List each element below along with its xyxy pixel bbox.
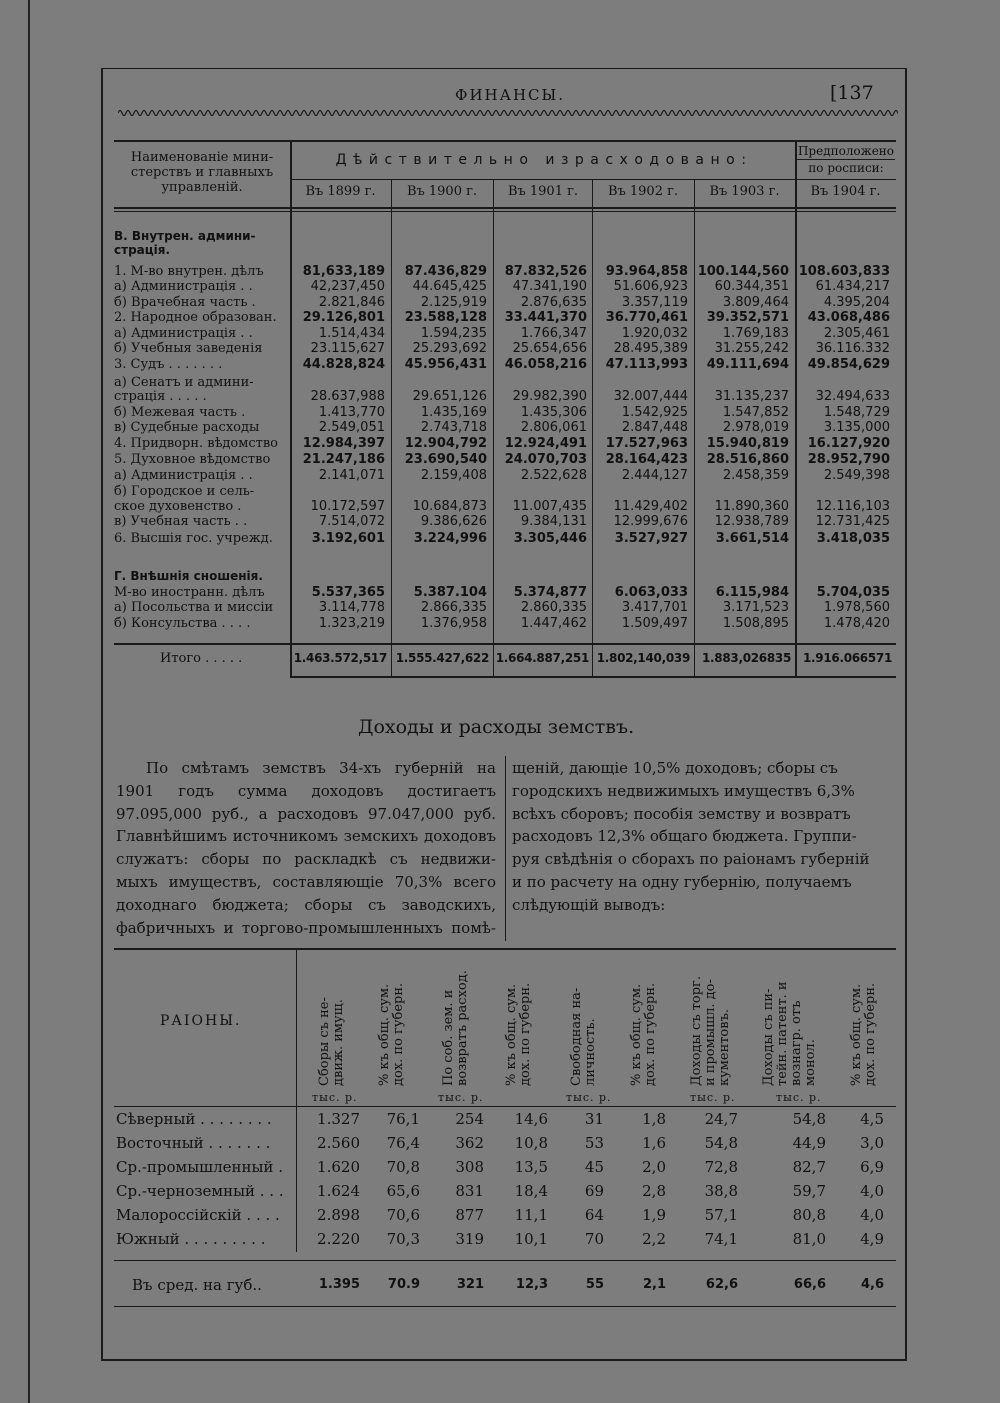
column-header-line: вознагр. отъ [789,1000,804,1086]
table-cell: 2.876,635 [520,295,587,310]
table-cell: 49.854,629 [807,357,890,372]
avg-cell: 1.395 [318,1277,360,1292]
table-cell: 25.654,656 [512,341,587,356]
table-cell: 7.514,072 [318,514,385,529]
table-cell: 2.898 [317,1206,360,1224]
table-cell: 24,7 [704,1110,738,1128]
table-cell: 2,0 [642,1158,666,1176]
table-cell: 2.305,461 [823,326,890,341]
table-cell: 87.832,526 [504,264,587,279]
column-header-line: % къ общ. сум. [849,983,864,1086]
table-cell: 2.743,718 [420,420,487,435]
row-label: страція. [114,243,171,257]
region-label: Ср.-промышленный . [116,1158,283,1176]
table-cell: 12.904,792 [404,436,487,451]
table-cell: 60.344,351 [714,279,789,294]
table-cell: 9.386,626 [420,514,487,529]
table-cell: 54,8 [704,1134,738,1152]
column-header-line: Доходы съ пи- [761,988,776,1086]
body-text-line: всѣхъ сборовъ; пособія земству и возвратъ [512,804,851,823]
table-cell: 87.436,829 [404,264,487,279]
table-cell: 1.547,852 [722,405,789,420]
table2-head-rule [114,1106,896,1107]
body-text-line: щеній, дающіе 10,5% доходовъ; сборы съ [512,759,838,777]
row-label: в) Учебная часть . . [114,514,248,529]
table-cell: 2,8 [642,1182,666,1200]
table-cell: 16.127,920 [807,436,890,451]
table-cell: 14,6 [514,1110,548,1128]
col-sep [391,179,392,678]
row-label: ское духовенство . [114,499,242,514]
table-cell: 1.435,169 [420,405,487,420]
total-cell: 1.802,140,039 [596,651,690,665]
table-cell: 2.847,448 [621,420,688,435]
column-header-line: % къ общ. сум. [504,983,519,1086]
table2-corner-label: РАІОНЫ. [160,1013,242,1029]
table-cell: 12.116,103 [815,499,890,514]
body-text-line: фабричныхъ и торгово-промышленныхъ помѣ- [116,918,496,937]
col-sep [592,179,593,678]
table-cell: 2.978,019 [722,420,789,435]
table-cell: 72,8 [704,1158,738,1176]
unit-label: тыс. р. [438,1091,484,1104]
table-cell: 39.352,571 [706,310,789,325]
table-cell: 4,9 [860,1230,884,1248]
table-cell: 33.441,370 [504,310,587,325]
table-cell: 28.516,860 [706,452,789,467]
table-cell: 254 [455,1110,484,1128]
table-cell: 12.924,491 [504,436,587,451]
table-cell: 6.063,033 [614,585,688,600]
table-cell: 2.522,628 [520,468,587,483]
column-header-line: кументовъ. [717,1009,732,1086]
table-cell: 64 [584,1206,604,1224]
avg-cell: 2,1 [642,1277,666,1292]
table-cell: 108.603,833 [798,264,890,279]
table-cell: 3.224,996 [413,531,487,546]
table-cell: 82,7 [792,1158,826,1176]
page-number: [137 [830,82,874,104]
row-label: б) Учебныя заведенія [114,341,263,356]
table-cell: 36.116.332 [815,341,890,356]
table-cell: 12.999,676 [613,514,688,529]
table-cell: 4,5 [860,1110,884,1128]
table-cell: 29.126,801 [302,310,385,325]
table-cell: 42,237,450 [310,279,385,294]
year-header: Въ 1899 г. [305,184,376,199]
row-label: в) Судебные расходы [114,420,260,435]
table-cell: 70,6 [386,1206,420,1224]
table-cell: 70,3 [386,1230,420,1248]
table-bottom-rule [292,676,896,678]
table2-bottom-rule [114,1306,896,1307]
table-cell: 3.135,000 [823,420,890,435]
row-label: М-во иностранн. дѣлъ [114,585,265,600]
column-header-line: Доходы съ торг. [689,975,704,1086]
column-header-line: дох. по губерн. [391,982,406,1086]
table-cell: 2.125,919 [420,295,487,310]
column-header [442,970,470,1086]
column-divider [505,756,506,941]
table-cell: 47.113,993 [605,357,688,372]
table-cell: 11.429,402 [613,499,688,514]
table-cell: 49.111,694 [706,357,789,372]
table-cell: 15.940,819 [706,436,789,451]
column-header-line: Сборы съ не- [317,997,332,1086]
table-cell: 3.527,927 [614,531,688,546]
table-cell: 2.549,398 [823,468,890,483]
table-cell: 13,5 [514,1158,548,1176]
table-cell: 11,1 [514,1206,548,1224]
row-label: 2. Народное образован. [114,310,277,325]
table-cell: 1.447,462 [520,616,587,631]
table-cell: 43.068,486 [807,310,890,325]
row-label: б) Городское и сель- [114,484,255,499]
avg-cell: 321 [456,1277,484,1292]
avg-row-label: Въ сред. на губ.. [132,1276,262,1294]
table-cell: 5.537,365 [311,585,385,600]
table-cell: 21.247,186 [302,452,385,467]
section-title: Доходы и расходы земствъ. [358,716,635,738]
table-year-rule [292,179,896,180]
column-header [690,976,732,1086]
unit-label: тыс. р. [690,1091,736,1104]
region-label: Сѣверный . . . . . . . . [116,1110,272,1128]
column-header-line: дох. по губерн. [643,982,658,1086]
table-cell: 9.384,131 [520,514,587,529]
table2-col-sep [296,948,297,1252]
table-cell: 2.821,846 [318,295,385,310]
table-cell: 65,6 [386,1182,420,1200]
row-label: а) Посольства и миссіи [114,600,274,615]
region-label: Восточный . . . . . . . [116,1134,271,1152]
table-cell: 18,4 [514,1182,548,1200]
body-text-line: По смѣтамъ земствъ 34-хъ губерній на [146,759,496,777]
table-cell: 81,633,189 [302,264,385,279]
column-header [505,983,533,1086]
avg-cell: 4,6 [860,1277,884,1292]
body-text-line: доходнаго бюджета; сборы съ заводскихъ, [116,895,496,914]
total-cell: 1.664.887,251 [495,651,589,665]
table-cell: 28.952,790 [807,452,890,467]
table-cell: 12.984,397 [302,436,385,451]
table-cell: 93.964,858 [605,264,688,279]
total-row-label: Итого . . . . . [160,651,243,666]
table-cell: 1.478,420 [823,616,890,631]
total-cell: 1.463.572,517 [293,651,387,665]
table-cell: 51.606,923 [613,279,688,294]
table-cell: 1.766,347 [520,326,587,341]
table-cell: 1.323,219 [318,616,385,631]
column-header-line: дох. по губерн. [863,982,878,1086]
avg-cell: 66,6 [793,1277,826,1292]
col-sep [493,179,494,678]
table-cell: 3.418,035 [816,531,890,546]
table-cell: 76,1 [386,1110,420,1128]
table-cell: 1.548,729 [823,405,890,420]
row-label: б) Межевая часть . [114,405,246,420]
running-header-title: ФИНАНСЫ. [455,86,566,104]
column-header-line: тейн. патент. и [775,981,790,1086]
table-cell: 11.007,435 [512,499,587,514]
table-cell: 2,2 [642,1230,666,1248]
table-cell: 81,0 [792,1230,826,1248]
table-cell: 4.395,204 [823,295,890,310]
page-margin-line [28,0,30,1403]
row-label: а) Сенатъ и админи- [114,375,254,390]
row-label: 6. Высшія гос. учрежд. [114,531,273,546]
table-cell: 2.806,061 [520,420,587,435]
table-cell: 3.417,701 [621,600,688,615]
table-cell: 31.255,242 [714,341,789,356]
table-cell: 59,7 [792,1182,826,1200]
table-cell: 1.327 [317,1110,360,1128]
table-cell: 6,9 [860,1158,884,1176]
row-label: б) Врачебная часть . [114,295,256,310]
row-label: В. Внутрен. админи- [114,229,256,243]
table-cell: 10.172,597 [310,499,385,514]
column-header [378,983,406,1086]
table-cell: 2.458,359 [722,468,789,483]
table-top-rule [114,140,896,142]
avg-cell: 55 [585,1277,604,1292]
table-cell: 319 [455,1230,484,1248]
table-cell: 10.684,873 [412,499,487,514]
year-header: Въ 1904 г. [810,184,881,199]
table-cell: 31 [584,1110,604,1128]
table-cell: 3.357,119 [621,295,688,310]
table-cell: 11.890,360 [714,499,789,514]
body-text-line: мыхъ имуществъ, составляющіе 70,3% всего [116,873,496,891]
total-cell: 1.883,026835 [701,651,791,665]
table-cell: 54,8 [792,1110,826,1128]
region-label: Южный . . . . . . . . . [116,1230,266,1248]
column-header [570,988,598,1086]
unit-label: тыс. р. [776,1091,822,1104]
table-cell: 36.770,461 [605,310,688,325]
table-cell: 80,8 [792,1206,826,1224]
table-cell: 32.007,444 [613,389,688,404]
body-text-line: слѣдующій выводъ: [512,895,666,914]
body-text-line: расходовъ 12,3% общаго бюджета. Группи- [512,827,857,846]
table-cell: 1.508,895 [722,616,789,631]
table-cell: 28.164,423 [605,452,688,467]
table-cell: 2.444,127 [621,468,688,483]
table-cell: 2.159,408 [420,468,487,483]
column-header-line: % къ общ. сум. [629,983,644,1086]
table-cell: 1.620 [317,1158,360,1176]
table-cell: 2.560 [317,1134,360,1152]
table-cell: 1.514,434 [318,326,385,341]
table-cell: 10,8 [514,1134,548,1152]
unit-label: тыс. р. [566,1091,612,1104]
table-cell: 2.141,071 [318,468,385,483]
column-header [318,997,346,1086]
column-header-line: По соб. зем. и [441,989,456,1086]
column-header [630,983,658,1086]
table-cell: 3.661,514 [715,531,789,546]
row-label: 4. Придворн. вѣдомство [114,436,278,451]
table-cell: 308 [455,1158,484,1176]
table-cell: 25.293,692 [412,341,487,356]
table-cell: 6.115,984 [715,585,789,600]
table-cell: 5.704,035 [816,585,890,600]
table-cell: 12.731,425 [815,514,890,529]
table-cell: 1,6 [642,1134,666,1152]
table2-avg-rule [114,1260,896,1261]
table-cell: 1.376,958 [420,616,487,631]
col-header-projected: Предположено по росписи: [797,144,895,175]
col-group-header: Дѣйствительно израсходовано: [335,152,753,168]
table-cell: 12.938,789 [714,514,789,529]
column-header-line: возвратъ расход. [455,970,470,1086]
table-cell: 3.192,601 [311,531,385,546]
col-sep [694,179,695,678]
column-header-line: дох. по губерн. [518,982,533,1086]
year-header: Въ 1900 г. [406,184,478,199]
table2-top-rule [114,948,896,950]
table-head-rule [114,207,896,209]
table-cell: 2.860,335 [520,600,587,615]
table-cell: 362 [455,1134,484,1152]
row-label: а) Администрація . . [114,279,253,294]
column-header-line: и промышл. до- [703,979,718,1086]
table-cell: 44.828,824 [302,357,385,372]
table-cell: 1.594,235 [420,326,487,341]
table-cell: 53 [584,1134,604,1152]
table-cell: 3.305,446 [513,531,587,546]
table-cell: 831 [455,1182,484,1200]
table-cell: 24.070,703 [504,452,587,467]
column-header-line: личность. [583,1018,598,1086]
body-text-line: 97.095,000 руб., а расходовъ 97.047,000 руб. [116,804,496,823]
table-cell: 2.549,051 [318,420,385,435]
body-text-line: 1901 годъ сумма доходовъ достигаетъ [116,781,496,800]
table-cell: 70 [584,1230,604,1248]
table-cell: 1,8 [642,1110,666,1128]
row-label: 3. Судъ . . . . . . . [114,357,223,372]
table-cell: 1.978,560 [823,600,890,615]
row-label: б) Консульства . . . . [114,616,251,631]
table-cell: 45.956,431 [404,357,487,372]
table-cell: 1.509,497 [621,616,688,631]
table-cell: 2.866,335 [420,600,487,615]
table-cell: 5.374,877 [513,585,587,600]
column-header-line: % къ общ. сум. [377,983,392,1086]
column-header-line: движ. имущ. [331,999,346,1086]
body-text-line: руя свѣдѣнія о сборахъ по раіонамъ губерній [512,850,870,869]
year-header: Въ 1903 г. [709,184,780,199]
table-cell: 44,9 [792,1134,826,1152]
column-header-line: монол. [803,1039,818,1086]
table-total-rule [114,643,896,645]
row-label: 1. М-во внутрен. дѣлъ [114,264,264,279]
table-cell: 45 [584,1158,604,1176]
row-label: Г. Внѣшнія сношенія. [114,569,263,583]
table-cell: 29.982,390 [512,389,587,404]
table-cell: 3.114,778 [318,600,385,615]
table-cell: 46.058,216 [504,357,587,372]
table-cell: 2.220 [317,1230,360,1248]
table-cell: 3.809,464 [722,295,789,310]
table-cell: 38,8 [704,1182,738,1200]
year-header: Въ 1902 г. [607,184,679,199]
table-cell: 44.645,425 [412,279,487,294]
table-cell: 17.527,963 [605,436,688,451]
column-header-line: Свободная на- [569,987,584,1086]
table-cell: 28.495,389 [613,341,688,356]
avg-cell: 70.9 [387,1277,420,1292]
table-cell: 61.434,217 [815,279,890,294]
table-head-rule2 [114,211,896,212]
table-cell: 1.435,306 [520,405,587,420]
row-label: а) Администрація . . [114,468,253,483]
table-cell: 5.387.104 [413,585,487,600]
column-header [850,983,878,1086]
avg-cell: 12,3 [515,1277,548,1292]
table-cell: 1.769,183 [722,326,789,341]
region-label: Малороссійскій . . . . [116,1206,280,1224]
table-cell: 74,1 [704,1230,738,1248]
row-label: 5. Духовное вѣдомство [114,452,271,467]
table-cell: 1.624 [317,1182,360,1200]
row-label: страція . . . . . [114,389,207,404]
table-cell: 4,0 [860,1182,884,1200]
table-cell: 47.341,190 [512,279,587,294]
year-header: Въ 1901 г. [507,184,579,199]
table-cell: 1.542,925 [621,405,688,420]
table-cell: 23.588,128 [404,310,487,325]
table-cell: 23.690,540 [404,452,487,467]
decorative-wavy-rule [118,108,898,118]
body-text-line: городскихъ недвижимыхъ имуществъ 6,3% [512,781,855,800]
avg-cell: 62,6 [705,1277,738,1292]
table-cell: 1,9 [642,1206,666,1224]
table-cell: 32.494,633 [815,389,890,404]
table-cell: 76,4 [386,1134,420,1152]
table-cell: 28.637,988 [310,389,385,404]
body-text-line: Главнѣйшимъ источникомъ земскихъ доходовъ [116,827,496,846]
row-label: а) Администрація . . [114,326,253,341]
unit-label: тыс. р. [312,1091,358,1104]
table-cell: 3,0 [860,1134,884,1152]
column-header [762,981,818,1086]
total-cell: 1.916.066571 [802,651,892,665]
body-text-line: служатъ: сборы по раскладкѣ съ недвижи- [116,850,496,869]
table-cell: 57,1 [704,1206,738,1224]
total-cell: 1.555.427,622 [395,651,489,665]
table-cell: 1.920,032 [621,326,688,341]
table-cell: 4,0 [860,1206,884,1224]
table-cell: 29.651,126 [412,389,487,404]
col-header-name: Наименованіе мини- стерствъ и главныхъ управленій. [130,150,274,195]
table-cell: 70,8 [386,1158,420,1176]
table-cell: 1.413,770 [318,405,385,420]
region-label: Ср.-черноземный . . . [116,1182,284,1200]
table-cell: 10,1 [514,1230,548,1248]
table-cell: 69 [584,1182,604,1200]
table-cell: 100.144,560 [697,264,789,279]
table-cell: 23.115,627 [310,341,385,356]
body-text-line: и по расчету на одну губернію, получаемъ [512,873,852,891]
table-cell: 31.135,237 [714,389,789,404]
table-cell: 3.171,523 [722,600,789,615]
table-cell: 877 [455,1206,484,1224]
